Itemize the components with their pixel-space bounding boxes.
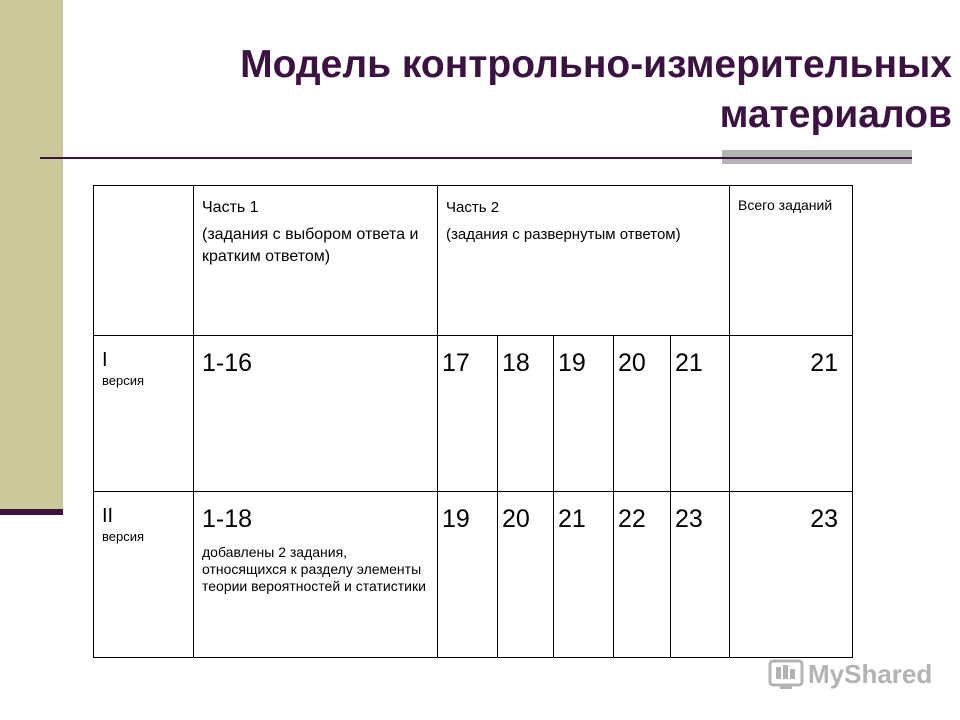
slide-title [100, 40, 952, 140]
part2-task-cell [614, 492, 671, 658]
part2-task-cell [614, 336, 671, 492]
total-cell [730, 336, 853, 492]
table-row [94, 492, 853, 658]
model-table [93, 185, 853, 658]
part2-task-cell [671, 336, 730, 492]
header-part2-cell [438, 186, 730, 336]
row-label: I [102, 349, 108, 371]
part2-task-number: 17 [442, 349, 470, 377]
part1-range: 1-18 [202, 505, 253, 533]
part2-task-cell [438, 336, 498, 492]
total-value: 21 [810, 349, 839, 377]
header-total-cell [730, 186, 853, 336]
total-value: 23 [810, 505, 839, 533]
part2-task-cell [671, 492, 730, 658]
header-part1-desc: (задания с выбором ответа и кратким ответом) [202, 226, 419, 265]
row-label-sub: версия [102, 529, 145, 544]
header-part2-title: Часть 2 [446, 199, 500, 216]
part1-cell [194, 492, 438, 658]
total-cell [730, 492, 853, 658]
part2-task-number: 19 [558, 349, 586, 377]
part2-task-number: 19 [442, 505, 470, 533]
part2-task-number: 23 [675, 505, 703, 533]
header-empty-cell [94, 186, 194, 336]
row-label: II [102, 505, 114, 527]
part2-task-number: 20 [618, 349, 646, 377]
slide-title-line1: Модель контрольно-измерительных [240, 43, 952, 86]
part2-task-number: 21 [675, 349, 703, 377]
title-underline [40, 157, 912, 159]
row-label-cell [94, 492, 194, 658]
header-part2-desc: (задания с развернутым ответом) [446, 226, 681, 243]
part2-task-cell [498, 492, 554, 658]
watermark-logo [768, 656, 933, 692]
row-label-sub: версия [102, 373, 145, 388]
part2-task-number: 22 [618, 505, 646, 533]
header-part1-title: Часть 1 [202, 199, 259, 216]
slide-title-line2: материалов [719, 93, 952, 136]
row-label-cell [94, 336, 194, 492]
part2-task-cell [554, 336, 614, 492]
sidebar-decoration [0, 0, 63, 510]
table-row [94, 336, 853, 492]
part2-task-cell [498, 336, 554, 492]
part2-task-number: 18 [502, 349, 530, 377]
sidebar-accent-line [0, 509, 63, 515]
part2-task-number: 20 [502, 505, 530, 533]
header-part1-cell [194, 186, 438, 336]
part1-cell [194, 336, 438, 492]
part2-task-number: 21 [558, 505, 586, 533]
table-header-row [94, 186, 853, 336]
part2-task-cell [554, 492, 614, 658]
header-total-label: Всего заданий [738, 197, 833, 213]
part1-range: 1-16 [202, 349, 253, 377]
part1-note: добавлены 2 задания, относящихся к разделу элементы теории вероятностей и статистики [202, 544, 426, 594]
part2-task-cell [438, 492, 498, 658]
watermark-text: MyShared [808, 659, 933, 689]
myshared-logo-icon [768, 657, 804, 691]
